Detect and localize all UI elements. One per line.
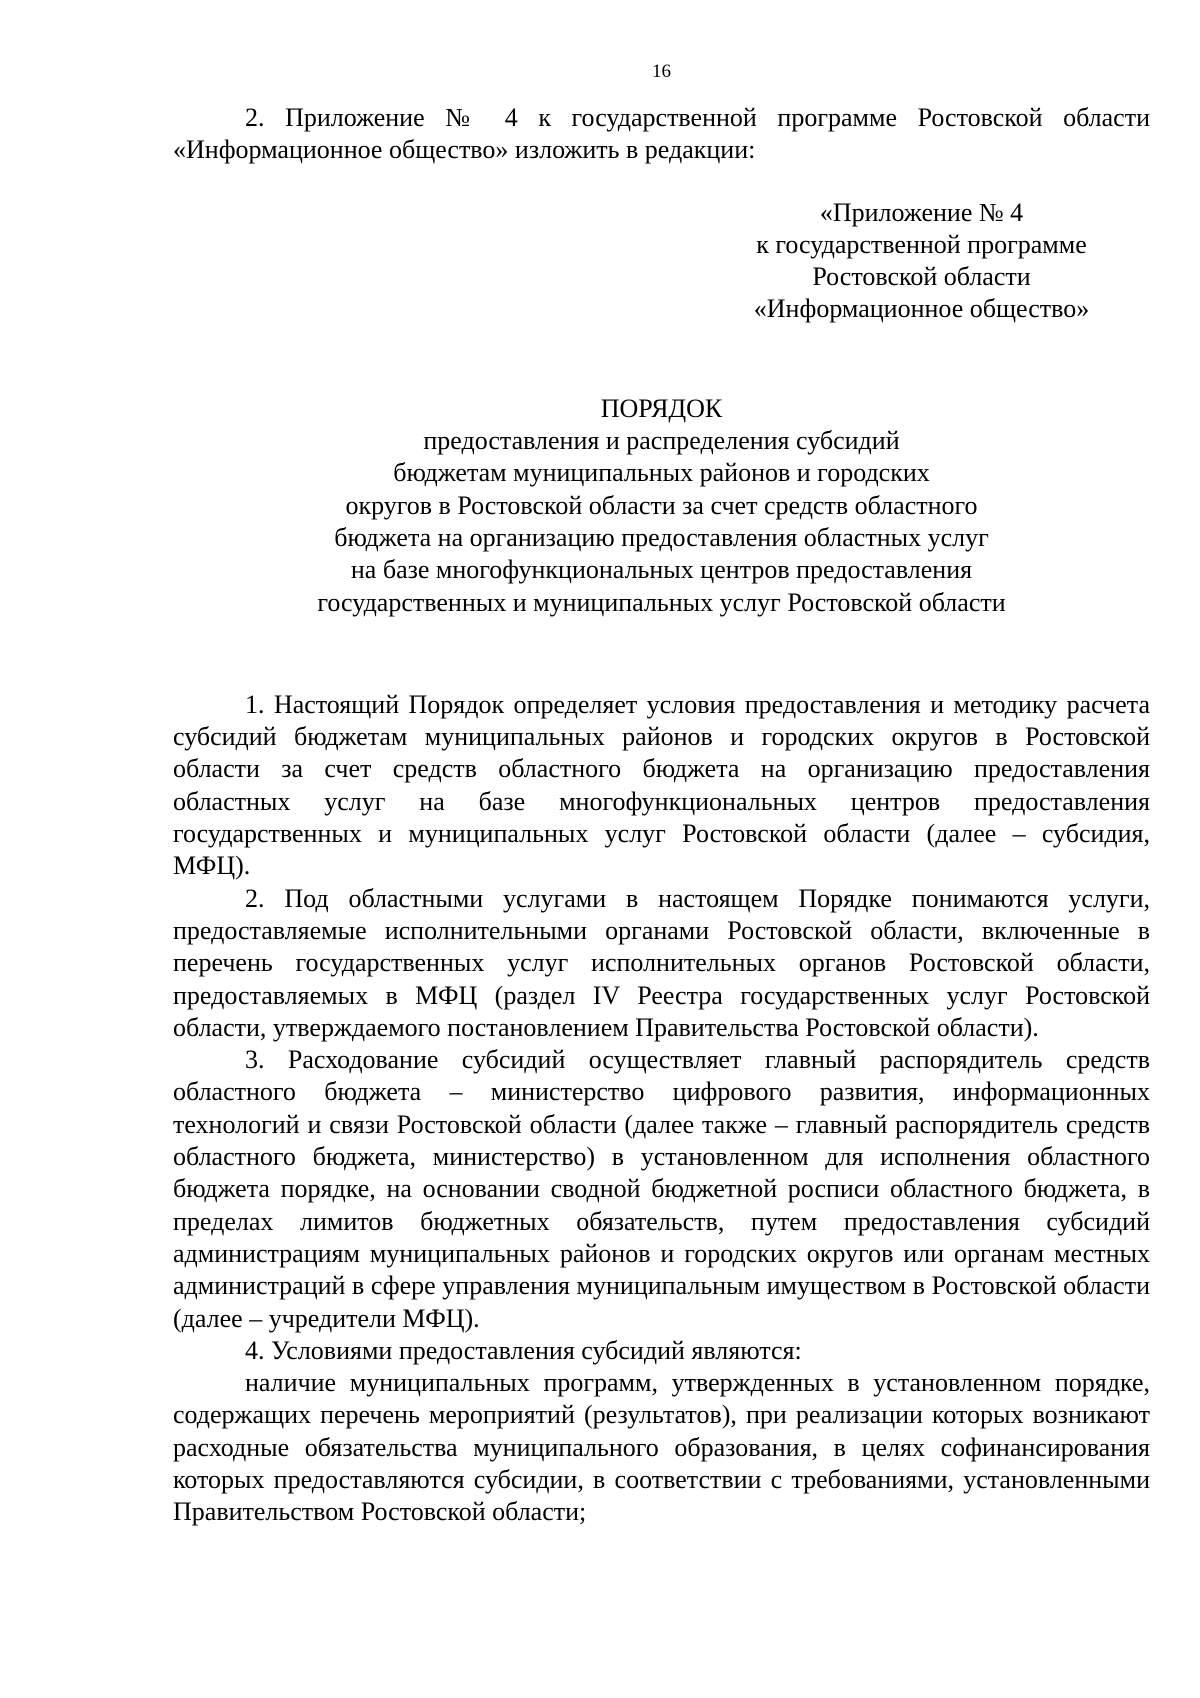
heading-line: бюджета на организацию предоставления областных услуг [334,522,989,552]
heading-line: предоставления и распределения субсидий [423,426,900,456]
annex-line: Ростовской области [812,262,1031,292]
paragraph-3: 3. Расходование субсидий осуществляет главный распорядитель средств областного бюджета – министерство цифрового развития, информационных технологий и связи Ростовской области (далее также – главный распорядитель средств областного бюджета, министерство) в установленном для исполнения областного бюджета порядке, на основании сводной бюджетной росписи областного бюджета, в пределах лимитов бюджетных обязательств, путем предоставления субсидий администрациям муниципальных районов и городских округов или органам местных администраций в сфере управления муниципальным имуществом в Ростовской области (далее – учредители МФЦ). [173,1045,1150,1333]
document-page [173,60,1150,1529]
paragraph-1: 1. Настоящий Порядок определяет условия предоставления и методику расчета субсидий бюджетам муниципальных районов и городских округов в Ростовской области за счет средств областного бюджета на организацию предоставления областных услуг на базе многофункциональных центров предоставления государственных и муниципальных услуг Ростовской области (далее – субсидия, МФЦ). [173,689,1150,881]
heading-line: округов в Ростовской области за счет средств областного [345,490,978,520]
annex-line: к государственной программе [756,229,1087,259]
page-number: 16 [652,61,671,82]
heading-line: государственных и муниципальных услуг Ростовской области [317,587,1006,617]
intro-paragraph: 2. Приложение № 4 к государственной программе Ростовской области «Информационное общество» изложить в редакции: [173,103,1150,165]
annex-line: «Информационное общество» [753,294,1090,324]
annex-line: «Приложение № 4 [819,197,1024,227]
heading-line: бюджетам муниципальных районов и городских [393,458,930,488]
paragraph-condition: наличие муниципальных программ, утвержденных в установленном порядке, содержащих перечень мероприятий (результатов), при реализации которых возникают расходные обязательства муниципального образования, в целях софинансирования которых предоставляются субсидии, в соответствии с требованиями, установленными Правительством Ростовской области; [173,1368,1150,1527]
paragraph-2: 2. Под областными услугами в настоящем Порядке понимаются услуги, предоставляемые исполнительными органами Ростовской области, включенные в перечень государственных услуг исполнительных органов Ростовской области, предоставляемых в МФЦ (раздел IV Реестра государственных услуг Ростовской области, утверждаемого постановлением Правительства Ростовской области). [173,883,1150,1042]
annex-block [173,197,1150,326]
heading-title: ПОРЯДОК [600,393,723,423]
paragraph-4: 4. Условиями предоставления субсидий являются: [245,1335,802,1365]
document-heading [173,393,1150,619]
heading-line: на базе многофункциональных центров предоставления [350,555,973,585]
body-paragraphs [173,689,1150,1529]
